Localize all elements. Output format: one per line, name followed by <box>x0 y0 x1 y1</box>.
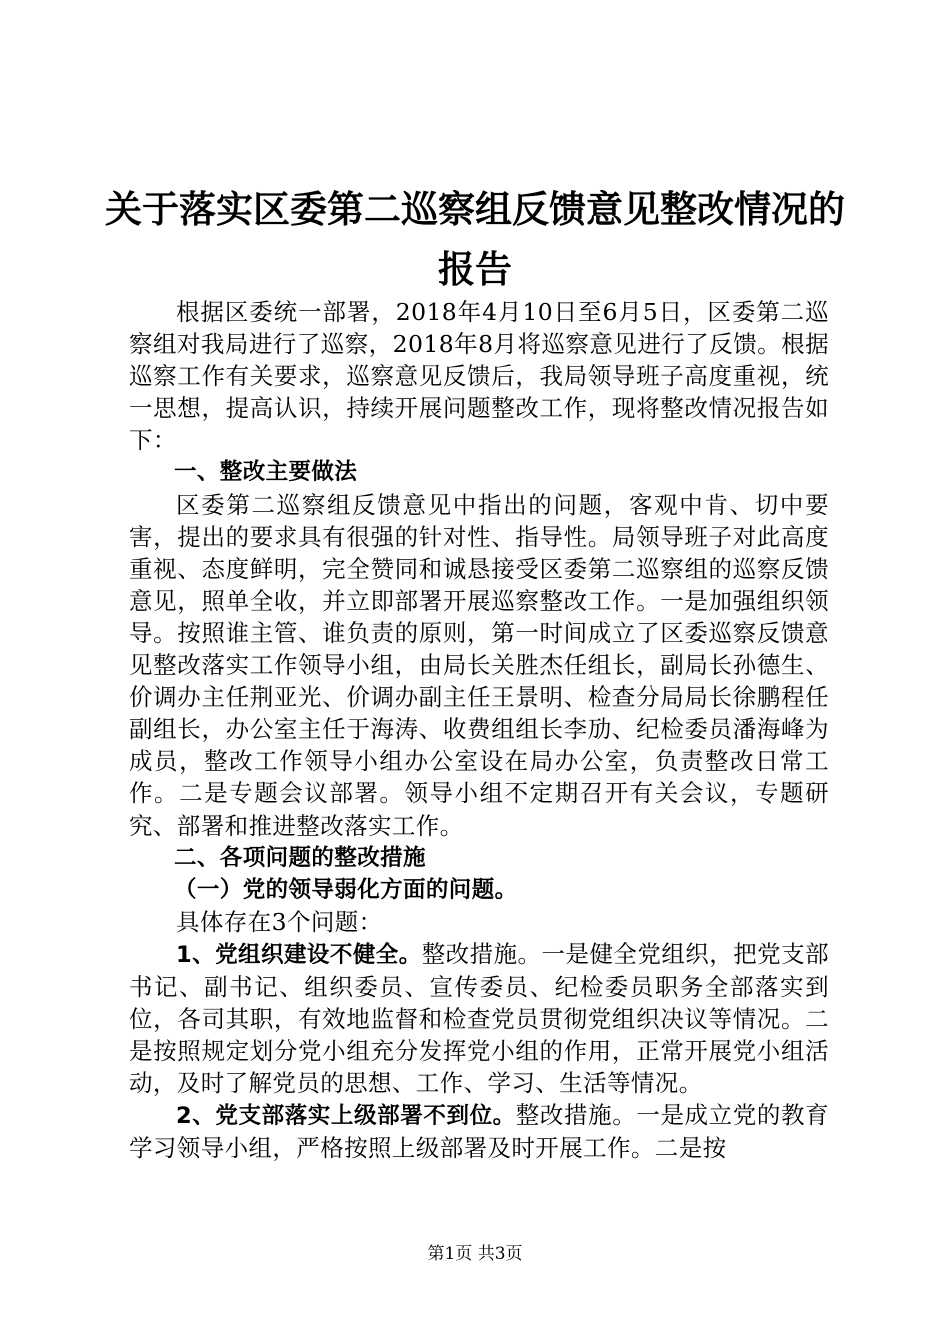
section-2-heading: 二、各项问题的整改措施 <box>174 844 426 871</box>
document-title-line-1: 关于落实区委第二巡察组反馈意见整改情况的 <box>105 188 845 231</box>
problem-count-line: 具体存在3个问题： <box>176 907 383 936</box>
item-2-body: 整改措施。一是成立党的教育学习领导小组，严格按照上级部署及时开展工作。二是按 <box>129 1101 830 1163</box>
subsection-1-heading: （一）党的领导弱化方面的问题。 <box>174 876 518 903</box>
document-title-line-2: 报告 <box>438 248 512 291</box>
section-1-heading: 一、整改主要做法 <box>174 459 358 486</box>
document-body <box>129 296 829 1165</box>
section-1-paragraph: 区委第二巡察组反馈意见中指出的问题，客观中肯、切中要害，提出的要求具有很强的针对性、指导性。局领导班子对此高度重视、态度鲜明，完全赞同和诚恳接受区委第二巡察组的巡察反馈意见，照单全收，并立即部署开展巡察整改工作。一是加强组织领导。按照谁主管、谁负责的原则，第一时间成立了区委巡察反馈意见整改落实工作领导小组，由局长关胜杰任组长，副局长孙德生、价调办主任荆亚光、价调办副主任王景明、检查分局局长徐鹏程任副组长，办公室主任于海涛、收费组组长李劢、纪检委员潘海峰为成员，整改工作领导小组办公室设在局办公室，负责整改日常工作。二是专题会议部署。领导小组不定期召开有关会议，专题研究、部署和推进整改落实工作。 <box>129 490 829 840</box>
item-1-body: 整改措施。一是健全党组织，把党支部书记、副书记、组织委员、宣传委员、纪检委员职务全部落实到位，各司其职，有效地监督和检查党员贯彻党组织决议等情况。二是按照规定划分党小组充分发挥党小组的作用，正常开展党小组活动，及时了解党员的思想、工作、学习、生活等情况。 <box>129 939 829 1098</box>
page-number-footer: 第1页 共3页 <box>427 1244 523 1264</box>
item-1-lead: 1、党组织建设不健全。 <box>176 941 422 968</box>
intro-paragraph: 根据区委统一部署，2018年4月10日至6月5日，区委第二巡察组对我局进行了巡察，2018年8月将巡察意见进行了反馈。根据巡察工作有关要求，巡察意见反馈后，我局领导班子高度重视，统一思想，提高认识，持续开展问题整改工作，现将整改情况报告如下： <box>129 298 829 455</box>
item-2-lead: 2、党支部落实上级部署不到位。 <box>176 1103 516 1130</box>
item-2-paragraph <box>129 1099 829 1164</box>
item-1-paragraph <box>129 938 829 1099</box>
